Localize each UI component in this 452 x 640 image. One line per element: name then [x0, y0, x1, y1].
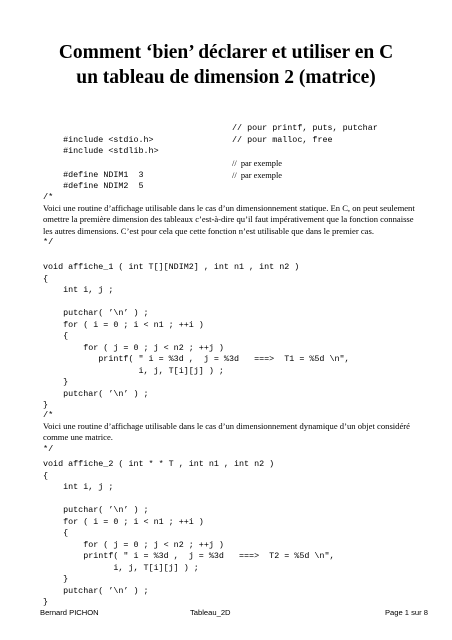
include-code: #include <stdio.h> [63, 134, 154, 145]
code-line: printf( " i = %3d , j = %3d ===> T2 = %5d \n", [43, 551, 335, 561]
code-line [43, 494, 423, 506]
code-line: { [43, 528, 69, 538]
code-line: void affiche_2 ( int * * T , int n1 , int n2 ) [43, 459, 275, 469]
comment-block-2 [43, 410, 415, 455]
code-line: { [43, 273, 49, 284]
title-line-1: Comment ‘bien’ déclarer et utiliser en C [58, 42, 394, 63]
comment-block-1 [43, 192, 415, 248]
comment-text: Voici une routine d’affichage utilisable dans le cas d’un dimensionnement dynamique d’un objet considéré comme une matrice. [43, 421, 410, 443]
code-line: void affiche_1 ( int T[][NDIM2] , int n1 , int n2 ) [43, 262, 300, 272]
code-line: i, j, T[i][j] ) ; [43, 562, 199, 573]
title-line-2: un tableau de dimension 2 (matrice) [76, 67, 376, 88]
code-line [43, 297, 423, 309]
footer-page: Page 1 sur 8 [384, 608, 428, 617]
code-line: i, j, T[i][j] ) ; [43, 365, 224, 376]
include-code: #include <stdlib.h> [63, 146, 159, 156]
code-line: } [43, 574, 69, 584]
include-comment: // pour printf, puts, putchar [232, 123, 378, 133]
define-ndim1 [43, 158, 423, 180]
code-line: { [43, 470, 49, 481]
code-line: int i, j ; [43, 285, 114, 295]
code-line: } [43, 597, 49, 607]
code-line: printf( " i = %3d , j = %3d ===> T1 = %5d \n", [43, 354, 350, 364]
include-comment: // pour malloc, free [232, 134, 333, 145]
footer-file: Tableau_2D [190, 608, 231, 617]
code-line: int i, j ; [43, 482, 114, 492]
code-line: putchar( ’\n’ ) ; [43, 388, 149, 399]
code-line: for ( j = 0 ; j < n2 ; ++j ) [43, 342, 224, 353]
code-line: { [43, 331, 69, 341]
define-comment: // par exemple [232, 159, 282, 168]
define-ndim2 [43, 170, 423, 191]
code-line: putchar( ’\n’ ) ; [43, 505, 149, 515]
code-line: putchar( ’\n’ ) ; [43, 308, 149, 318]
comment-text: Voici une routine d’affichage utilisable dans le cas d’un dimensionnement statique. En C, on peut seulement omettre la première dimension des tableaux c’est-à-dire qu’il faut impérativement que la fonction connaisse les autres dimensions. C’est pour cela que cette fonction n’est utilisable que dans le premier cas. [43, 203, 415, 236]
code-line: } [43, 377, 69, 387]
page-title [20, 40, 432, 90]
define-code: #define NDIM2 5 [63, 181, 144, 191]
define-code: #define NDIM1 3 [63, 169, 144, 180]
include-stdlib [43, 134, 423, 156]
function-affiche-1 [43, 262, 423, 412]
comment-close: */ [43, 236, 54, 247]
comment-open: /* [43, 410, 54, 420]
code-line: for ( i = 0 ; i < n1 ; ++i ) [43, 516, 204, 527]
code-line: for ( j = 0 ; j < n2 ; ++j ) [43, 539, 224, 550]
footer-author: Bernard PICHON [40, 608, 99, 617]
define-comment: // par exemple [232, 170, 282, 180]
code-line: } [43, 400, 49, 410]
function-affiche-2 [43, 459, 423, 609]
comment-open: /* [43, 192, 54, 202]
code-line: for ( i = 0 ; i < n1 ; ++i ) [43, 319, 204, 330]
code-line: putchar( ’\n’ ) ; [43, 585, 149, 596]
comment-close: */ [43, 443, 54, 454]
